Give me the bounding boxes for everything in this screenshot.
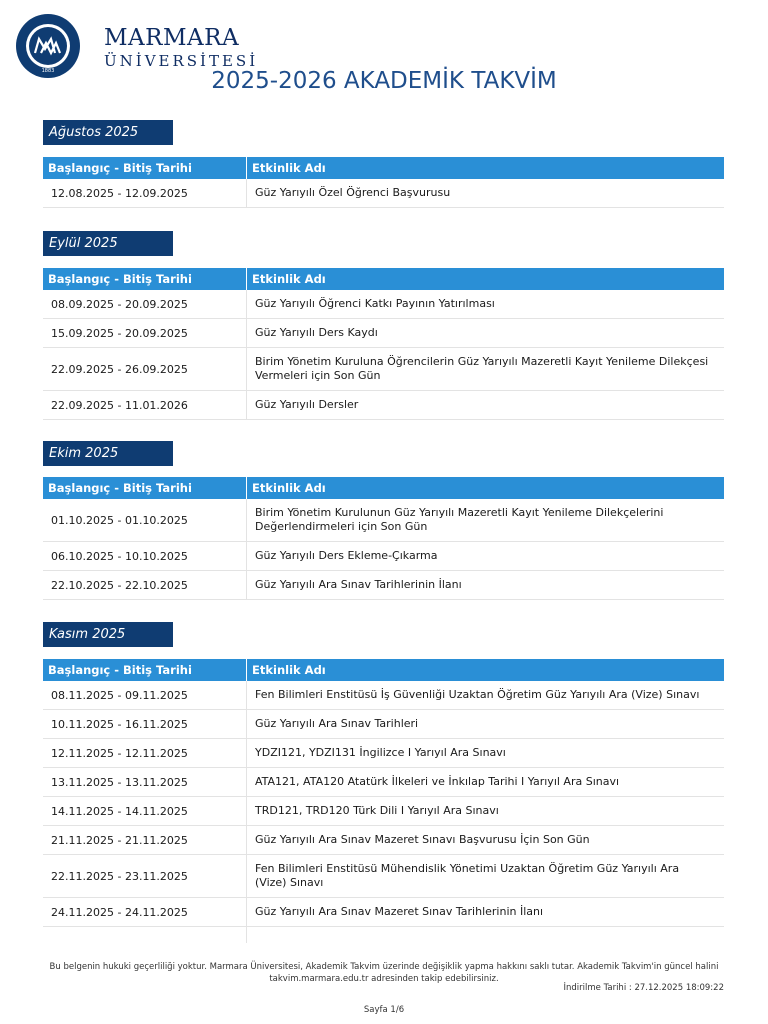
brand-name: MARMARA (104, 25, 240, 51)
date-cell: 22.09.2025 - 11.01.2026 (43, 391, 247, 419)
page-number: Sayfa 1/6 (363, 1005, 405, 1015)
date-cell: 12.08.2025 - 12.09.2025 (43, 179, 247, 207)
page-title: 2025-2026 AKADEMİK TAKVİM (211, 68, 557, 94)
event-table (43, 659, 724, 943)
table-row (43, 290, 724, 319)
date-cell: 14.11.2025 - 14.11.2025 (43, 797, 247, 825)
date-cell: 01.10.2025 - 01.10.2025 (43, 499, 247, 541)
table-header (43, 268, 724, 290)
event-column-header: Etkinlik Adı (247, 477, 724, 499)
date-cell: 22.09.2025 - 26.09.2025 (43, 348, 247, 390)
svg-text:1883: 1883 (41, 68, 55, 74)
event-cell: Fen Bilimleri Enstitüsü İş Güvenliği Uzaktan Öğretim Güz Yarıyılı Ara (Vize) Sınavı (255, 688, 700, 701)
date-cell: 24.11.2025 - 24.11.2025 (43, 898, 247, 926)
date-cell: 15.09.2025 - 20.09.2025 (43, 319, 247, 347)
table-header (43, 659, 724, 681)
table-row (43, 319, 724, 348)
event-column-header: Etkinlik Adı (247, 268, 724, 290)
event-cell: Güz Yarıyılı Ara Sınav Mazeret Sınav Tarihlerinin İlanı (255, 905, 544, 918)
table-header (43, 477, 724, 499)
event-cell: ATA121, ATA120 Atatürk İlkeleri ve İnkılap Tarihi I Yarıyıl Ara Sınavı (255, 775, 620, 788)
event-cell: TRD121, TRD120 Türk Dili I Yarıyıl Ara Sınavı (255, 804, 499, 817)
event-cell: Güz Yarıyılı Ara Sınav Mazeret Sınavı Başvurusu İçin Son Gün (255, 833, 590, 846)
event-cell: Güz Yarıyılı Ders Ekleme-Çıkarma (255, 549, 438, 562)
event-column-header: Etkinlik Adı (247, 157, 724, 179)
event-cell: Güz Yarıyılı Dersler (255, 398, 359, 411)
month-heading: Kasım 2025 (43, 622, 173, 647)
date-column-header: Başlangıç - Bitiş Tarihi (43, 659, 247, 681)
event-cell: Güz Yarıyılı Ara Sınav Tarihlerinin İlanı (255, 578, 462, 591)
legal-disclaimer: Bu belgenin hukuki geçerliliği yoktur. Marmara Üniversitesi, Akademik Takvim üzerinde değişiklik yapma hakkını saklı tutar. Akademik Takvim'in güncel halini takvim.marmara.edu.tr adresinden takip edebilirsiniz. (49, 962, 719, 984)
table-header (43, 157, 724, 179)
month-heading: Ağustos 2025 (43, 120, 173, 145)
event-table (43, 477, 724, 600)
date-column-header: Başlangıç - Bitiş Tarihi (43, 268, 247, 290)
table-row (43, 499, 724, 542)
event-cell: Birim Yönetim Kurulunun Güz Yarıyılı Mazeretli Kayıt Yenileme Dilekçelerini Değerlendirmeleri için Son Gün (255, 506, 664, 533)
date-cell: 06.10.2025 - 10.10.2025 (43, 542, 247, 570)
date-column-header: Başlangıç - Bitiş Tarihi (43, 157, 247, 179)
table-row (43, 797, 724, 826)
event-cell: Güz Yarıyılı Öğrenci Katkı Payının Yatırılması (255, 297, 495, 310)
event-table (43, 157, 724, 208)
table-row (43, 681, 724, 710)
month-heading: Eylül 2025 (43, 231, 173, 256)
event-cell: Güz Yarıyılı Ders Kaydı (255, 326, 378, 339)
download-timestamp: İndirilme Tarihi : 27.12.2025 18:09:22 (563, 983, 724, 993)
empty-cell (43, 927, 247, 943)
date-cell: 10.11.2025 - 16.11.2025 (43, 710, 247, 738)
date-cell: 22.11.2025 - 23.11.2025 (43, 855, 247, 897)
brand-subname: ÜNİVERSİTESİ (104, 52, 259, 70)
event-column-header: Etkinlik Adı (247, 659, 724, 681)
table-row (43, 542, 724, 571)
date-cell: 13.11.2025 - 13.11.2025 (43, 768, 247, 796)
table-row (43, 710, 724, 739)
table-row (43, 768, 724, 797)
month-heading: Ekim 2025 (43, 441, 173, 466)
table-row (43, 571, 724, 600)
table-row (43, 898, 724, 927)
date-cell: 12.11.2025 - 12.11.2025 (43, 739, 247, 767)
event-cell: YDZI121, YDZI131 İngilizce I Yarıyıl Ara Sınavı (255, 746, 506, 759)
table-row (43, 348, 724, 391)
event-cell: Güz Yarıyılı Ara Sınav Tarihleri (255, 717, 419, 730)
date-column-header: Başlangıç - Bitiş Tarihi (43, 477, 247, 499)
empty-cell (247, 927, 724, 943)
document-header (0, 0, 768, 110)
table-row (43, 179, 724, 208)
event-table (43, 268, 724, 420)
event-cell: Fen Bilimleri Enstitüsü Mühendislik Yönetimi Uzaktan Öğretim Güz Yarıyılı Ara (Vize) Sınavı (255, 862, 680, 889)
event-cell: Güz Yarıyılı Özel Öğrenci Başvurusu (255, 186, 451, 199)
table-row (43, 391, 724, 420)
date-cell: 22.10.2025 - 22.10.2025 (43, 571, 247, 599)
table-row-empty (43, 927, 724, 943)
date-cell: 08.11.2025 - 09.11.2025 (43, 681, 247, 709)
table-row (43, 826, 724, 855)
table-row (43, 855, 724, 898)
date-cell: 08.09.2025 - 20.09.2025 (43, 290, 247, 318)
event-cell: Birim Yönetim Kuruluna Öğrencilerin Güz Yarıyılı Mazeretli Kayıt Yenileme Dilekçesi Vermeleri için Son Gün (255, 355, 709, 382)
date-cell: 21.11.2025 - 21.11.2025 (43, 826, 247, 854)
table-row (43, 739, 724, 768)
